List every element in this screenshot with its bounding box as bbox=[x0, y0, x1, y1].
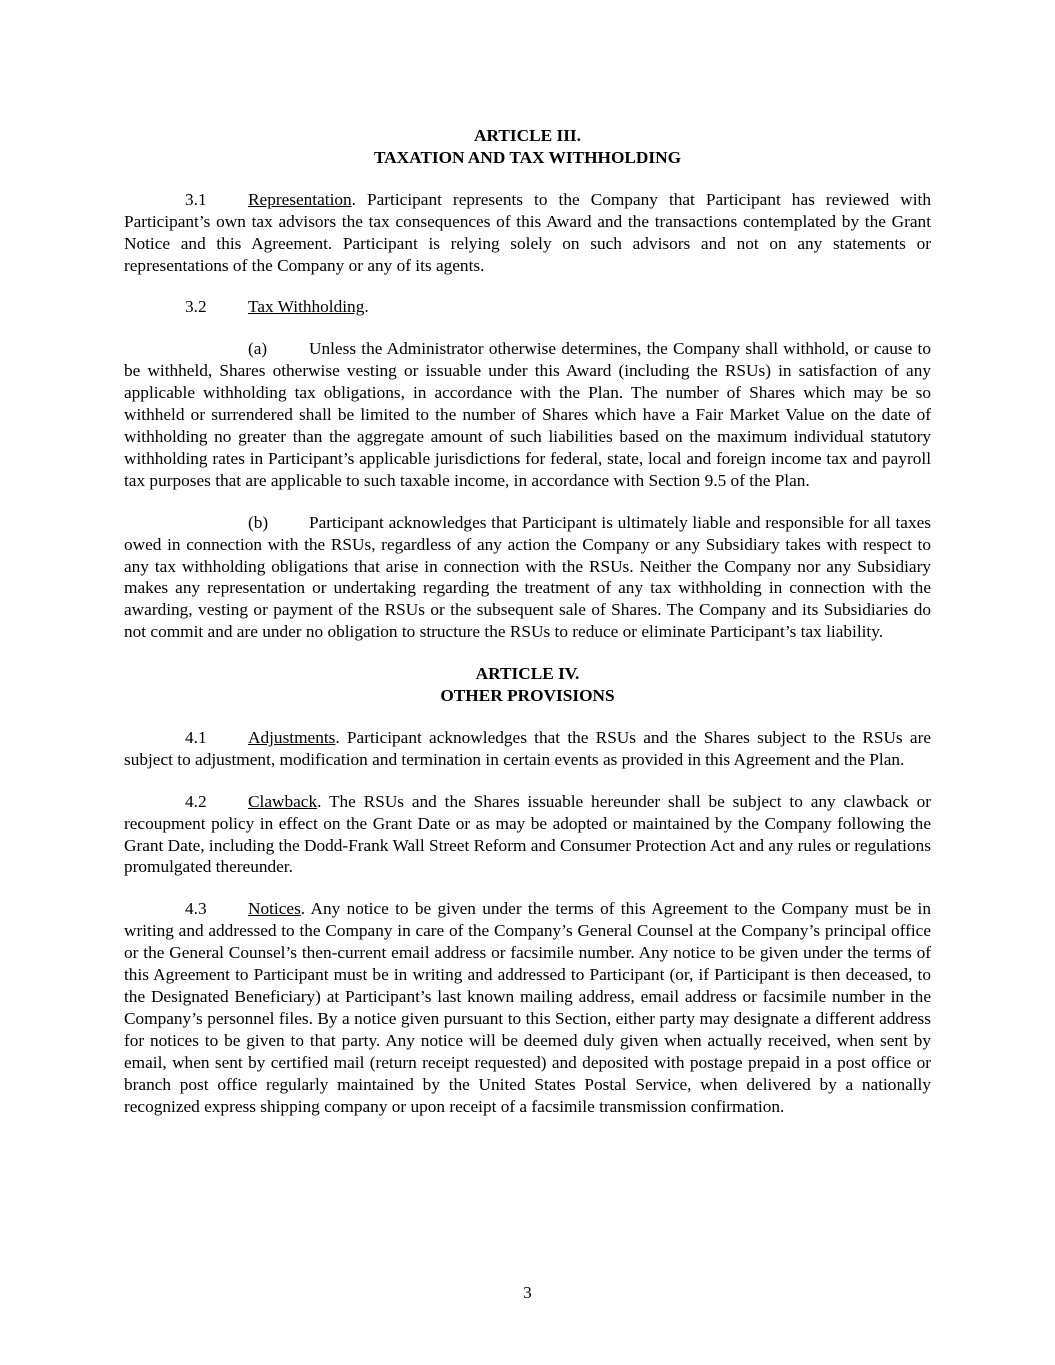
section-4-2-number: 4.2 bbox=[185, 791, 207, 811]
section-3-2-b-text: Participant acknowledges that Participant is ultimately liable and responsible for all taxes owed in connection with the RSUs, regardless of any action the Company or any Subsidiary takes with respect to any tax withholding obligations that arise in connection with the RSUs. Neither the Company nor any Subsidiary makes any representation or undertaking regarding the treatment of any tax withholding in connection with the awarding, vesting or payment of the RSUs or the subsequent sale of Shares. The Company and its Subsidiaries do not commit and are under no obligation to structure the RSUs to reduce or eliminate Participant’s tax liability. bbox=[124, 512, 931, 642]
document-page bbox=[124, 125, 931, 1117]
section-4-3-number: 4.3 bbox=[185, 899, 207, 919]
section-3-1-number: 3.1 bbox=[185, 189, 207, 209]
section-4-1 bbox=[124, 727, 931, 771]
section-3-2-a-label: (a) bbox=[248, 339, 268, 359]
section-3-2-b-label: (b) bbox=[248, 512, 269, 532]
section-4-1-number: 4.1 bbox=[185, 727, 207, 747]
section-4-3-text: . Any notice to be given under the terms of this Agreement to the Company must be in writing and addressed to the Company in care of the Company’s General Counsel at the Company’s principal office or the General Counsel’s then-current email address or facsimile number. Any notice to be given under the terms of this Agreement to Participant must be in writing and addressed to Participant (or, if Participant is then deceased, to the Designated Beneficiary) at Participant’s last known mailing address, email address or facsimile number in the Company’s personnel files. By a notice given pursuant to this Section, either party may designate a different address for notices to be given to that party. Any notice will be deemed duly given when actually received, when sent by email, when sent by certified mail (return receipt requested) and deposited with postage prepaid in a post office or branch post office regularly maintained by the United States Postal Service, when delivered by a nationally recognized express shipping company or upon receipt of a facsimile transmission confirmation. bbox=[124, 899, 931, 1116]
section-3-2-tail: . bbox=[364, 297, 369, 317]
section-4-2-heading: Clawback bbox=[248, 791, 318, 811]
article-4-subtitle: OTHER PROVISIONS bbox=[440, 686, 615, 706]
section-4-1-text: . Participant acknowledges that the RSUs and the Shares subject to the RSUs are subject to adjustment, modification and termination in certain events as provided in this Agreement and the Plan. bbox=[124, 727, 931, 769]
section-4-2 bbox=[124, 791, 931, 879]
article-4-heading bbox=[124, 663, 931, 707]
section-4-3-heading: Notices bbox=[248, 899, 301, 919]
section-4-3 bbox=[124, 898, 931, 1117]
section-3-2-b bbox=[124, 512, 931, 643]
section-3-1-text: . Participant represents to the Company that Participant has reviewed with Participant’s own tax advisors the tax consequences of this Award and the transactions contemplated by the Grant Notice and this Agreement. Participant is relying solely on such advisors and not on any statements or representations of the Company or any of its agents. bbox=[124, 189, 931, 275]
article-3-title: ARTICLE III. bbox=[474, 126, 581, 145]
section-3-1-heading: Representation bbox=[248, 189, 352, 209]
section-3-2-a-text: Unless the Administrator otherwise determines, the Company shall withhold, or cause to be withheld, Shares otherwise vesting or issuable under this Award (including the RSUs) in satisfaction of any applicable withholding tax obligations, in accordance with the Plan. The number of Shares which may be so withheld or surrendered shall be limited to the number of Shares which have a Fair Market Value on the date of withholding no greater than the aggregate amount of such liabilities based on the maximum individual statutory withholding rates in Participant’s applicable jurisdictions for federal, state, local and foreign income tax and payroll tax purposes that are applicable to such taxable income, in accordance with Section 9.5 of the Plan. bbox=[124, 339, 931, 490]
section-3-2-heading: Tax Withholding bbox=[248, 297, 365, 317]
section-3-2-a bbox=[124, 338, 931, 491]
page-number: 3 bbox=[523, 1283, 532, 1302]
section-3-2 bbox=[124, 296, 931, 318]
article-3-heading bbox=[124, 125, 931, 169]
section-4-1-heading: Adjustments bbox=[248, 727, 336, 747]
article-4-title: ARTICLE IV. bbox=[475, 664, 580, 684]
section-3-2-number: 3.2 bbox=[185, 297, 207, 317]
section-4-2-text: . The RSUs and the Shares issuable hereunder shall be subject to any clawback or recoupment policy in effect on the Grant Date or as may be adopted or maintained by the Company following the Grant Date, including the Dodd-Frank Wall Street Reform and Consumer Protection Act and any rules or regulations promulgated thereunder. bbox=[124, 791, 931, 877]
section-3-1 bbox=[124, 189, 931, 277]
article-3-subtitle: TAXATION AND TAX WITHHOLDING bbox=[373, 147, 682, 167]
